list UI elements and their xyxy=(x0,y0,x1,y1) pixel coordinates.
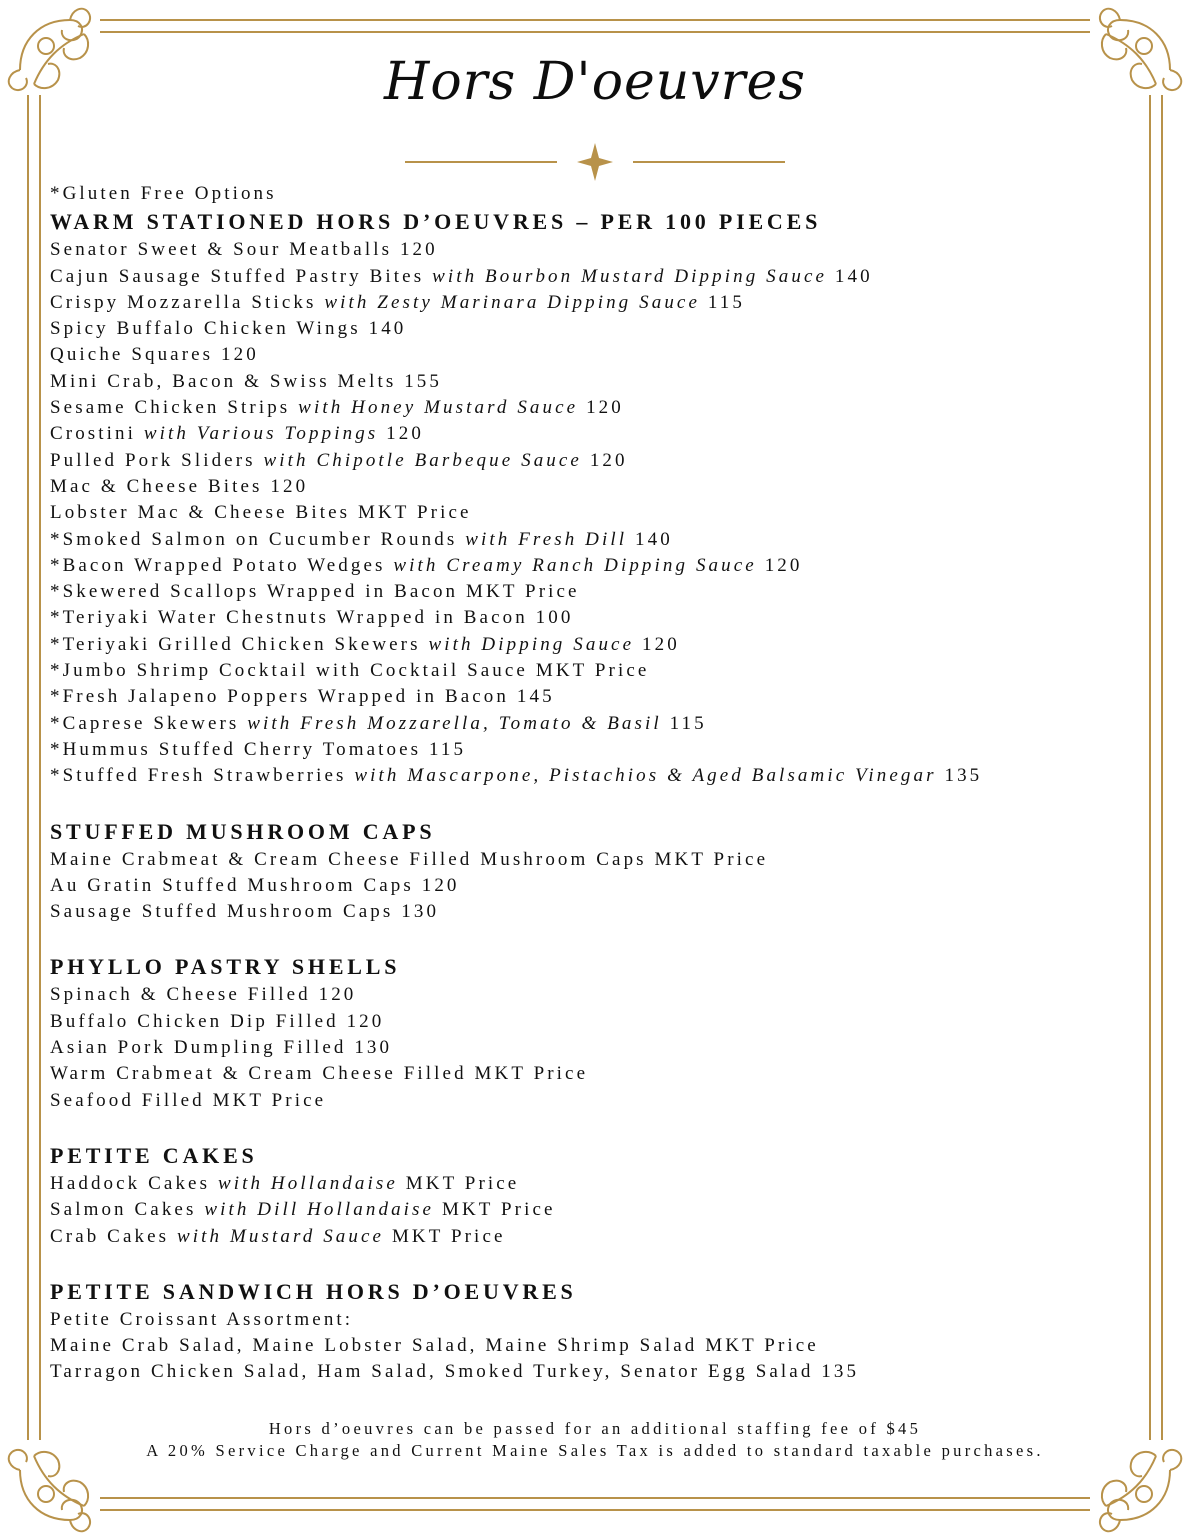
menu-item-name: *Teriyaki Grilled Chicken Skewers xyxy=(50,633,421,655)
menu-item-name: *Teriyaki Water Chestnuts Wrapped in Bacon xyxy=(50,607,528,629)
menu-item-name: Tarragon Chicken Salad, Ham Salad, Smoked Turkey, Senator Egg Salad xyxy=(50,1361,814,1383)
menu-item-name: *Caprese Skewers xyxy=(50,712,240,734)
menu-item-name: Mini Crab, Bacon & Swiss Melts xyxy=(50,370,397,392)
menu-item-name: *Smoked Salmon on Cucumber Rounds xyxy=(50,528,458,550)
footer-line-service-charge: A 20% Service Charge and Current Maine Sales Tax is added to standard taxable purchases. xyxy=(146,1441,1044,1460)
menu-item-price: 145 xyxy=(516,686,555,708)
menu-item xyxy=(50,421,1160,447)
menu-item-description: with Honey Mustard Sauce xyxy=(298,397,579,419)
menu-item-price: 135 xyxy=(944,765,983,787)
menu-item xyxy=(50,873,1160,899)
menu-item-name: Petite Croissant Assortment: xyxy=(50,1308,354,1330)
menu-item-description: with Chipotle Barbeque Sauce xyxy=(263,449,582,471)
menu-item-name: *Jumbo Shrimp Cocktail with Cocktail Sauce xyxy=(50,660,528,682)
menu-item xyxy=(50,395,1160,421)
menu-item-price: MKT Price xyxy=(705,1335,819,1357)
menu-item-name: Senator Sweet & Sour Meatballs xyxy=(50,239,393,261)
menu-item xyxy=(50,1061,1160,1087)
menu-item-price: MKT Price xyxy=(405,1172,520,1194)
menu-item-name: Pulled Pork Sliders xyxy=(50,449,256,471)
menu-item-price: 120 xyxy=(386,423,424,445)
title-divider xyxy=(405,138,785,186)
menu-item-price: 140 xyxy=(635,528,673,550)
menu-item-price: 120 xyxy=(421,874,460,896)
menu-item-name: Mac & Cheese Bites xyxy=(50,475,263,497)
menu-item-price: MKT Price xyxy=(654,848,769,870)
menu-item-price: MKT Price xyxy=(474,1063,589,1085)
menu-item-price: 120 xyxy=(221,344,259,366)
menu-item-price: 155 xyxy=(404,370,443,392)
menu-item xyxy=(50,1197,1160,1223)
menu-item-price: 140 xyxy=(834,265,873,287)
section-heading: WARM STATIONED HORS D’OEUVRES – PER 100 PIECES xyxy=(50,209,822,235)
menu-item xyxy=(50,1359,1160,1385)
menu-item-price: 135 xyxy=(821,1361,860,1383)
menu-item-price: 140 xyxy=(368,318,407,340)
star-icon xyxy=(577,143,613,181)
menu-item-price: MKT Price xyxy=(466,581,580,603)
menu-item-name: Crispy Mozzarella Sticks xyxy=(50,291,317,313)
menu-item-name: Crostini xyxy=(50,423,137,445)
menu-item-name: Spicy Buffalo Chicken Wings xyxy=(50,318,361,340)
section-heading: PETITE SANDWICH HORS D’OEUVRES xyxy=(50,1278,577,1304)
menu-item xyxy=(50,847,1160,873)
menu-item-price: 120 xyxy=(589,449,628,471)
menu-item-price: 120 xyxy=(586,397,624,419)
menu-item-price: 120 xyxy=(346,1010,385,1032)
menu-item xyxy=(50,316,1160,342)
menu-item-name: Sesame Chicken Strips xyxy=(50,397,291,419)
menu-item-name: Quiche Squares xyxy=(50,344,214,366)
menu-item-description: with Dipping Sauce xyxy=(428,633,635,655)
menu-item-description: with Hollandaise xyxy=(217,1172,398,1194)
menu-item-description: with Various Toppings xyxy=(143,423,379,445)
section-gap xyxy=(50,1250,1160,1277)
menu-item xyxy=(50,658,1160,684)
menu-item xyxy=(50,1333,1160,1359)
section-gap xyxy=(50,925,1160,952)
menu-item-name: Buffalo Chicken Dip Filled xyxy=(50,1010,339,1032)
menu-item xyxy=(50,1088,1160,1114)
menu-item xyxy=(50,527,1160,553)
menu-item xyxy=(50,711,1160,737)
section-gap xyxy=(50,790,1160,817)
menu-item-name: Maine Crabmeat & Cream Cheese Filled Mushroom Caps xyxy=(50,848,647,870)
menu-item xyxy=(50,632,1160,658)
menu-item-name: Salmon Cakes xyxy=(50,1199,197,1221)
menu-item xyxy=(50,342,1160,368)
page-title: Hors D'oeuvres xyxy=(384,52,806,112)
menu-item-price: 115 xyxy=(429,738,467,760)
menu-item xyxy=(50,899,1160,925)
menu-item-description: with Fresh Dill xyxy=(465,528,628,550)
menu-item xyxy=(50,448,1160,474)
menu-item xyxy=(50,290,1160,316)
footer xyxy=(0,1418,1190,1462)
menu-item-name: Spinach & Cheese Filled xyxy=(50,984,311,1006)
menu-item-description: with Mustard Sauce xyxy=(176,1225,385,1247)
menu-item-price: MKT Price xyxy=(391,1225,506,1247)
menu-item xyxy=(50,737,1160,763)
menu-item xyxy=(50,1307,1160,1333)
menu-item-description: with Bourbon Mustard Dipping Sauce xyxy=(432,265,828,287)
section-gap xyxy=(50,1114,1160,1141)
menu-item-price: 120 xyxy=(318,984,357,1006)
menu-item-description: with Mascarpone, Pistachios & Aged Balsamic Vinegar xyxy=(354,765,937,787)
menu-item xyxy=(50,553,1160,579)
menu-item xyxy=(50,684,1160,710)
menu-item xyxy=(50,579,1160,605)
menu-item-name: Crab Cakes xyxy=(50,1225,170,1247)
menu-item-name: Haddock Cakes xyxy=(50,1172,211,1194)
menu-item-price: 100 xyxy=(535,607,574,629)
menu-item-price: 120 xyxy=(764,554,803,576)
menu-item xyxy=(50,237,1160,263)
section-heading: PHYLLO PASTRY SHELLS xyxy=(50,954,401,980)
menu-item-price: 120 xyxy=(642,633,680,655)
menu-item-name: Warm Crabmeat & Cream Cheese Filled xyxy=(50,1063,467,1085)
menu-item xyxy=(50,264,1160,290)
menu-item-name: *Bacon Wrapped Potato Wedges xyxy=(50,554,386,576)
menu-item-name: Seafood Filled xyxy=(50,1089,205,1111)
menu-item xyxy=(50,1035,1160,1061)
menu-item-price: 120 xyxy=(399,239,438,261)
menu-item-name: Lobster Mac & Cheese Bites xyxy=(50,502,351,524)
gluten-free-note: *Gluten Free Options xyxy=(50,183,277,204)
menu-item-price: MKT Price xyxy=(212,1089,327,1111)
menu-item-name: Au Gratin Stuffed Mushroom Caps xyxy=(50,874,414,896)
menu-item-description: with Zesty Marinara Dipping Sauce xyxy=(324,291,701,313)
menu-item xyxy=(50,982,1160,1008)
menu-item-name: Cajun Sausage Stuffed Pastry Bites xyxy=(50,265,425,287)
menu-item-name: *Hummus Stuffed Cherry Tomatoes xyxy=(50,738,422,760)
menu-item xyxy=(50,474,1160,500)
menu-item-name: *Stuffed Fresh Strawberries xyxy=(50,765,347,787)
menu-item-price: 115 xyxy=(669,712,707,734)
menu-item-description: with Creamy Ranch Dipping Sauce xyxy=(393,554,757,576)
menu-item-name: *Skewered Scallops Wrapped in Bacon xyxy=(50,581,459,603)
section-heading: STUFFED MUSHROOM CAPS xyxy=(50,818,436,844)
menu-item-price: 115 xyxy=(707,291,745,313)
menu-item xyxy=(50,369,1160,395)
menu-item-price: 130 xyxy=(401,901,440,923)
menu-item xyxy=(50,1171,1160,1197)
menu-item xyxy=(50,500,1160,526)
menu-item-name: Maine Crab Salad, Maine Lobster Salad, Maine Shrimp Salad xyxy=(50,1335,698,1357)
menu-item-price: MKT Price xyxy=(441,1199,556,1221)
menu-item xyxy=(50,763,1160,789)
menu-item-name: Sausage Stuffed Mushroom Caps xyxy=(50,901,394,923)
menu-item-price: 130 xyxy=(354,1037,393,1059)
menu-item xyxy=(50,1224,1160,1250)
menu-content xyxy=(50,181,1160,1386)
menu-item xyxy=(50,1009,1160,1035)
menu-item-name: *Fresh Jalapeno Poppers Wrapped in Bacon xyxy=(50,686,510,708)
menu-item-name: Asian Pork Dumpling Filled xyxy=(50,1037,347,1059)
menu-item-price: MKT Price xyxy=(535,660,650,682)
menu-item-price: 120 xyxy=(270,475,309,497)
menu-item-description: with Fresh Mozzarella, Tomato & Basil xyxy=(247,712,662,734)
menu-item-description: with Dill Hollandaise xyxy=(204,1199,435,1221)
footer-line-staffing: Hors d’oeuvres can be passed for an additional staffing fee of $45 xyxy=(268,1419,922,1438)
menu-item xyxy=(50,605,1160,631)
section-heading: PETITE CAKES xyxy=(50,1142,258,1168)
menu-item-price: MKT Price xyxy=(357,502,472,524)
menu-sections xyxy=(50,207,1160,1385)
